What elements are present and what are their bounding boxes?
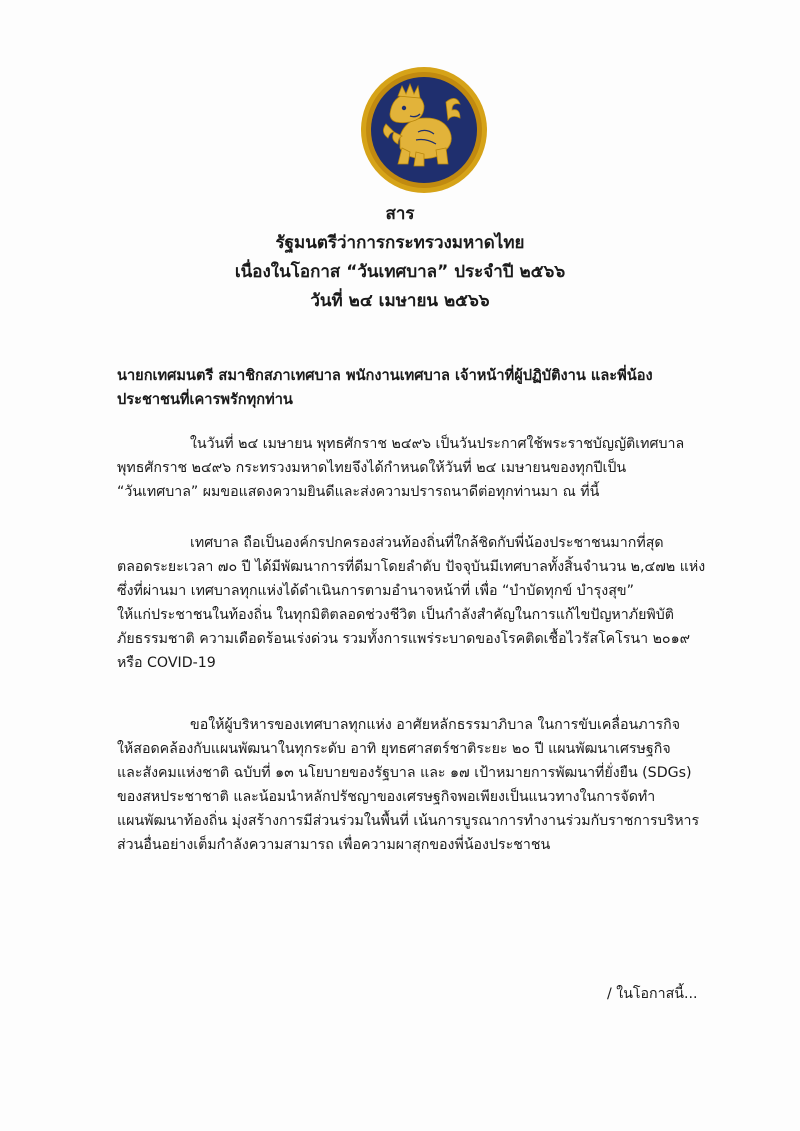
paragraph-line: ให้สอดคล้องกับแผนพัฒนาในทุกระดับ อาทิ ยุทธศาสตร์ชาติระยะ ๒๐ ปี แผนพัฒนาเศรษฐกิจ: [117, 741, 671, 757]
salutation: [117, 364, 729, 412]
date-line: วันที่ ๒๔ เมษายน ๒๕๖๖: [310, 291, 490, 311]
paragraph-line: ของสหประชาชาติ และน้อมนำหลักปรัชญาของเศรษฐกิจพอเพียงเป็นแนวทางในการจัดทำ: [117, 789, 656, 805]
paragraph-line: ให้แก่ประชาชนในท้องถิ่น ในทุกมิติตลอดช่วงชีวิต เป็นกำลังสำคัญในการแก้ไขปัญหาภัยพิบัติ: [117, 607, 674, 623]
occasion-title: เนื่องในโอกาส “วันเทศบาล” ประจำปี ๒๕๖๖: [234, 262, 566, 282]
paragraph-line: และสังคมแห่งชาติ ฉบับที่ ๑๓ นโยบายของรัฐบาล และ ๑๗ เป้าหมายการพัฒนาที่ยั่งยืน (SDGs): [117, 765, 692, 781]
paragraph-3: [117, 713, 729, 857]
paragraph-line: หรือ COVID-19: [117, 655, 216, 671]
paragraph-1: [117, 432, 729, 504]
paragraph-line: เทศบาล ถือเป็นองค์กรปกครองส่วนท้องถิ่นที่ใกล้ชิดกับพี่น้องประชาชนมากที่สุด: [190, 535, 664, 551]
paragraph-line: พุทธศักราช ๒๔๙๖ กระทรวงมหาดไทยจึงได้กำหนดให้วันที่ ๒๔ เมษายนของทุกปีเป็น: [117, 460, 627, 476]
paragraph-line: ภัยธรรมชาติ ความเดือดร้อนเร่งด่วน รวมทั้งการแพร่ระบาดของโรคติดเชื้อไวรัสโคโรนา ๒๐๑๙: [117, 631, 690, 647]
paragraph-line: ซึ่งที่ผ่านมา เทศบาลทุกแห่งได้ดำเนินการตามอำนาจหน้าที่ เพื่อ “บำบัดทุกข์ บำรุงสุข”: [117, 583, 634, 599]
paragraph-line: “วันเทศบาล” ผมขอแสดงความยินดีและส่งความปรารถนาดีต่อทุกท่านมา ณ ที่นี้: [117, 484, 600, 500]
minister-title: รัฐมนตรีว่าการกระทรวงมหาดไทย: [275, 233, 525, 253]
paragraph-line: ในวันที่ ๒๔ เมษายน พุทธศักราช ๒๔๙๖ เป็นวันประกาศใช้พระราชบัญญัติเทศบาล: [190, 436, 685, 452]
message-label: สาร: [385, 204, 415, 224]
salutation-line: นายกเทศมนตรี สมาชิกสภาเทศบาล พนักงานเทศบาล เจ้าหน้าที่ผู้ปฏิบัติงาน และพี่น้อง: [117, 367, 653, 384]
salutation-line: ประชาชนที่เคารพรักทุกท่าน: [117, 391, 293, 408]
paragraph-line: ตลอดระยะเวลา ๗๐ ปี ได้มีพัฒนาการที่ดีมาโดยลำดับ ปัจจุบันมีเทศบาลทั้งสิ้นจำนวน ๒,๔๗๒ แห่ง: [117, 559, 706, 575]
paragraph-line: แผนพัฒนาท้องถิ่น มุ่งสร้างการมีส่วนร่วมในพื้นที่ เน้นการบูรณาการทำงานร่วมกับราชการบริหาร: [117, 813, 700, 829]
ministry-seal-icon: [360, 66, 488, 194]
paragraph-2: [117, 531, 729, 675]
continuation-marker: / ในโอกาสนี้...: [607, 986, 698, 1002]
paragraph-line: ส่วนอื่นอย่างเต็มกำลังความสามารถ เพื่อความผาสุกของพี่น้องประชาชน: [117, 837, 551, 853]
paragraph-line: ขอให้ผู้บริหารของเทศบาลทุกแห่ง อาศัยหลักธรรมาภิบาล ในการขับเคลื่อนภารกิจ: [190, 717, 681, 733]
